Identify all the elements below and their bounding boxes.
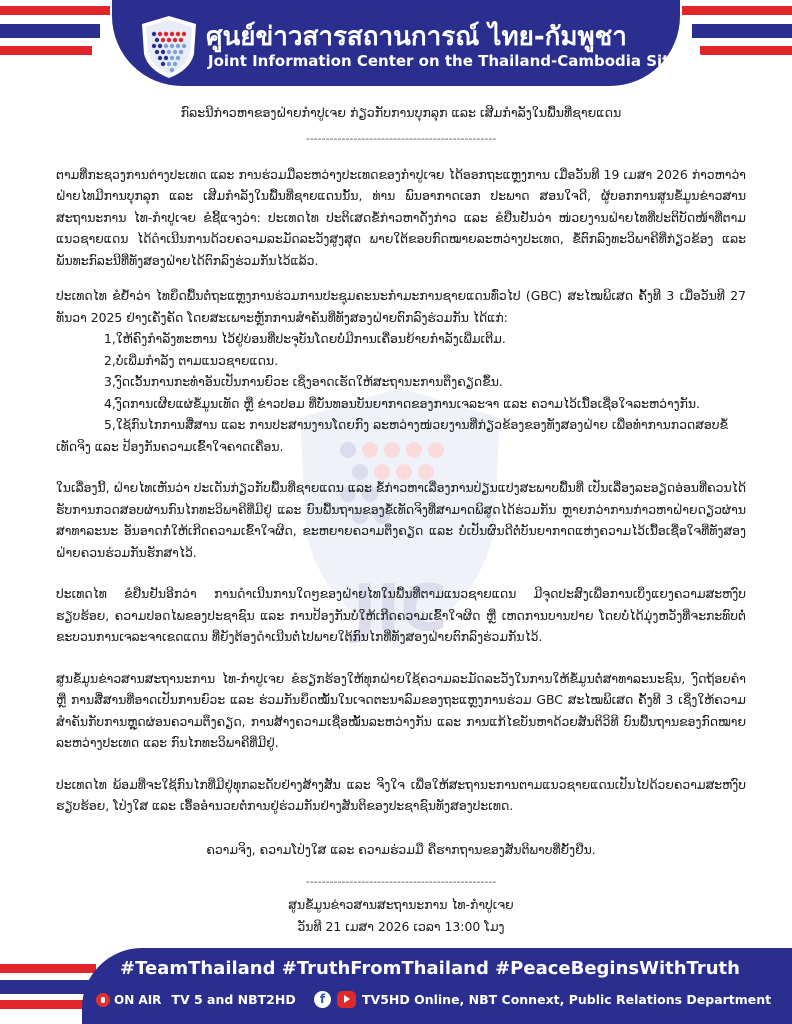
- header-title-thai: ศูนย์ข่าวสารสถานการณ์ ไทย-กัมพูชา: [206, 22, 627, 52]
- principles-list: [56, 328, 746, 457]
- paragraph-6: ປະເທດໄທ ພ້ອມທີ່ຈະໃຊ້ກົນໄກທີ່ມີຢູ່ທຸກລະດັບຢ່າງສ້າງສັນ ແລະ ຈິງໃຈ ເພື່ອໃຫ້ສະຖານະການຕາມແນວຊາຍແດນເປັນໄປດ້ວຍຄວາມສະຫງົບຮຽບຮ້ອຍ, ໂປ່ງໃສ ແລະ ເອື້ອອຳນວຍຕໍ່ການຢູ່ຮ່ວມກັນຢ່າງສັນຕິຂອງປະຊາຊົນທັງສອງປະເທດ.: [56, 776, 746, 813]
- signature-date: ວັນທີ 21 ເມສາ 2026 ເວລາ 13:00 ໂມງ: [297, 918, 505, 934]
- jic-shield-logo-icon: [138, 14, 200, 80]
- list-item: 3,ງົດເວັ້ນການກະທຳອັນເປັນການຍົວະ ເຊິ່ງອາດເຮັດໃຫ້ສະຖານະການຕຶງຄຽດຂຶ້ນ.: [104, 374, 503, 389]
- paragraph-2: ປະເທດໄທ ຂໍຢ້ຳວ່າ ໄທຍຶດພື້ນຕໍ່ຖະແຫຼງການຮ່ວມການປະຊຸມຄະນະກຳມະການຊາຍແດນທົ່ວໄປ (GBC) ສະໄໝພິເສດ ຄັ້ງທີ 3 ເມື່ອວັນທີ 27 ທັນວາ 2025 ຢ່າງເຄັ່ງຄັດ ໂດຍສະເພາະຫຼັກການສຳຄັນທີ່ທັງສອງຝ່າຍຕົກລົງຮ່ວມກັນ ໄດ້ແກ່:: [56, 288, 746, 325]
- header-banner: [0, 0, 792, 96]
- paragraph-5: ສູນຂໍ້ມູນຂ່າວສານສະຖານະການ ໄທ-ກຳປູເຈຍ ຂໍຮຽກຮ້ອງໃຫ້ທຸກຝ່າຍໃຊ້ຄວາມລະມັດລະວັງໃນການໃຫ້ຂໍ້ມູນຕໍ່ສາທາລະນະຊົນ, ງົດຖ້ອຍຄຳຫຼື ການສື່ສານທີ່ອາດເປັນການຍົວະ ແລະ ຮ່ວມກັນຍຶດໝັ້ນໃນເຈດຕະນາລົມຂອງຖະແຫຼງການຮ່ວມ GBC ສະໄໝພິເສດ ຄັ້ງທີ 3 ເຊິ່ງໃຫ້ຄວາມສຳຄັນກັບການຫຼຸດຜ່ອນຄວາມຕຶງຄຽດ, ການສ້າງຄວາມເຊື່ອໝັ້ນລະຫວ່າງກັນ ແລະ ການແກ້ໄຂບັນຫາດ້ວຍສັນຕິວິທີ ບົນພື້ນຖານຂອງກົດໝາຍລະຫວ່າງປະເທດ ແລະ ກົນໄກທະວິພາຄີທີ່ມີຢູ່.: [56, 670, 746, 750]
- footer-banner: [0, 948, 792, 1024]
- list-item: 1,ໃຫ້ຄົງກຳລັງທະຫານ ໄວ້ຢູ່ບ່ອນທີ່ປະຈຸບັນໂດຍບໍ່ມີການເຄື່ອນຍ້າຍກຳລັງເພີ່ມເຕີມ.: [104, 331, 506, 346]
- tv-channels: TV 5 and NBT2HD: [171, 992, 296, 1007]
- footer-hashtags: #TeamThailand #TruthFromThailand #PeaceBeginsWithTruth: [120, 958, 740, 979]
- flag-stripe: [0, 24, 100, 38]
- flag-stripe: [0, 6, 110, 15]
- paragraph-4: ປະເທດໄທ ຂໍຢືນຢັນອີກວ່າ ການດຳເນີນການໃດໆຂອງຝ່າຍໄທໃນພື້ນທີ່ຕາມແນວຊາຍແດນ ມີຈຸດປະສົງເພື່ອການເບິ່ງແຍງຄວາມສະຫງົບຮຽບຮ້ອຍ, ຄວາມປອດໄພຂອງປະຊາຊົນ ແລະ ການປ້ອງກັນບໍ່ໃຫ້ເກີດຄວາມເຂົ້າໃຈຜິດ ຫຼື ເຫດການບານປາຍ ໂດຍບໍ່ໄດ້ມຸ່ງຫວັງທີ່ຈະກະທົບຕໍ່ຂະບວນການເຈລະຈາເຂດແດນ ທີ່ຍັງຕ້ອງດຳເນີນຕໍ່ໄປພາຍໃຕ້ກົນໄກທີ່ທັງສອງຝ່າຍຕົກລົງຮ່ວມກັນໄວ້.: [56, 586, 746, 644]
- watermark-text: JIC: [352, 572, 448, 646]
- signature-divider: ------------------------------------------------: [305, 875, 497, 888]
- youtube-icon: [337, 991, 356, 1008]
- on-air-info: [96, 992, 296, 1007]
- on-air-label: ON AIR: [114, 992, 162, 1007]
- social-channel-names: TV5HD Online, NBT Connext, Public Relations Department: [362, 992, 772, 1007]
- list-item: 5,ໃຊ້ກົນໄກການສື່ສານ ແລະ ການປະສານງານໂດຍກົງ ລະຫວ່າງໜ່ວຍງານທີ່ກ່ຽວຂ້ອງຂອງທັງສອງຝ່າຍ ເພື່ອທຳການກວດສອບຂໍ້ເທັດຈິງ ແລະ ປ້ອງກັນຄວາມເຂົ້າໃຈຄາດເຄື່ອນ.: [56, 417, 728, 454]
- list-item: 4,ງົດການເຜີຍແຜ່ຂໍ້ມູນເທັດ ຫຼື ຂ່າວປອມ ທີ່ບັ່ນທອນບັນຍາກາດຂອງການເຈລະຈາ ແລະ ຄວາມໄວ້ເນື້ອເຊື່ອໃຈລະຫວ່າງກັນ.: [104, 395, 701, 411]
- title-divider: ------------------------------------------------: [305, 131, 497, 145]
- paragraph-3: ໃນເລື່ອງນີ້, ຝ່າຍໄທເຫັນວ່າ ປະເດັນກ່ຽວກັບພື້ນທີ່ຊາຍແດນ ແລະ ຂໍ້ກ່າວຫາເລື່ອງການປ່ຽນແປງສະພາບພື້ນທີ່ ເປັນເລື່ອງລະອຽດອ່ອນທີ່ຄວນໄດ້ຮັບການກວດສອບຜ່ານກົນໄກທະວິພາຄີທີ່ມີຢູ່ ແລະ ບົນພື້ນຖານຂອງຂໍ້ເທັດຈິງທີ່ສາມາດພິສູດໄດ້ຮ່ວມກັນ ຫຼາຍກວ່າການກ່າວຫາຝ່າຍດຽວຜ່ານສາທາລະນະ ອັນອາດກໍ່ໃຫ້ເກີດຄວາມເຂົ້າໃຈຜິດ, ຂະຫຍາຍຄວາມຕຶງຄຽດ ແລະ ບໍ່ເປັນຜົນດີຕໍ່ບັນຍາກາດແຫ່ງຄວາມໄວ້ເນື້ອເຊື່ອໃຈທີ່ທັງສອງຝ່າຍຄວນຮ່ວມກັນຮັກສາໄວ້.: [56, 480, 746, 560]
- facebook-icon: f: [314, 991, 331, 1008]
- flag-stripe: [0, 46, 92, 55]
- on-air-icon: [96, 993, 110, 1007]
- document-title: ກົລະນີກ່າວຫາຂອງຝ່າຍກຳປູເຈຍ ກ່ຽວກັບການບຸກລຸກ ແລະ ເສີມກຳລັງໃນພື້ນທີ່ຊາຍແດນ: [180, 105, 622, 120]
- list-item: 2,ບໍ່ເພີ່ມກຳລັງ ຕາມແນວຊາຍແດນ.: [104, 352, 279, 368]
- document-body: [56, 96, 746, 937]
- flag-stripe: [682, 6, 792, 15]
- social-channels: [314, 991, 771, 1008]
- flag-stripe: [692, 24, 792, 38]
- signature-organization: ສູນຂໍ້ມູນຂ່າວສານສະຖານະການ ໄທ-ກຳປູເຈຍ: [288, 897, 514, 912]
- closing-statement: ຄວາມຈິງ, ຄວາມໂປ່ງໃສ ແລະ ຄວາມຮ່ວມມື ຄືຮາກຖານຂອງສັນຕິພາບທີ່ຍັ້ງຢືນ.: [206, 841, 596, 857]
- paragraph-1: ຕາມທີ່ກະຊວງການຕ່າງປະເທດ ແລະ ການຮ່ວມມືລະຫວ່າງປະເທດຂອງກຳປູເຈຍ ໄດ້ອອກຖະແຫຼງການ ເມື່ອວັນທີ 19 ເມສາ 2026 ກ່າວຫາວ່າຝ່າຍໄທມີການບຸກລຸກ ແລະ ເສີມກຳລັງໃນພື້ນທີ່ຊາຍແດນນັ້ນ, ທ່ານ ພົນອາກາດເອກ ປະພາດ ສອນໃຈດີ, ຜູ້ບອກການສູນຂໍ້ມູນຂ່າວສານສະຖານະການ ໄທ-ກຳປູເຈຍ ຂໍຊີ້ແຈງວ່າ: ປະເທດໄທ ປະຕິເສດຂໍ້ກ່າວຫາດັ່ງກ່າວ ແລະ ຂໍຢືນຢັນວ່າ ໜ່ວຍງານຝ່າຍໄທທີ່ປະຕິບັດໜ້າທີ່ຕາມແນວຊາຍແດນ ໄດ້ດຳເນີນການດ້ວຍຄວາມລະມັດລະວັງສູງສຸດ ພາຍໃຕ້ຂອບກົດໝາຍລະຫວ່າງປະເທດ, ຂໍ້ຕົກລົງທະວິພາຄີທີ່ກ່ຽວຂ້ອງ ແລະ ພັນທະກົລະນີທີ່ທັງສອງຝ່າຍໄດ້ຕົກລົງຮ່ວມກັນໄວ້ແລ້ວ.: [56, 166, 746, 268]
- header-title-english: Joint Information Center on the Thailand-Cambodia Situation: [208, 52, 724, 70]
